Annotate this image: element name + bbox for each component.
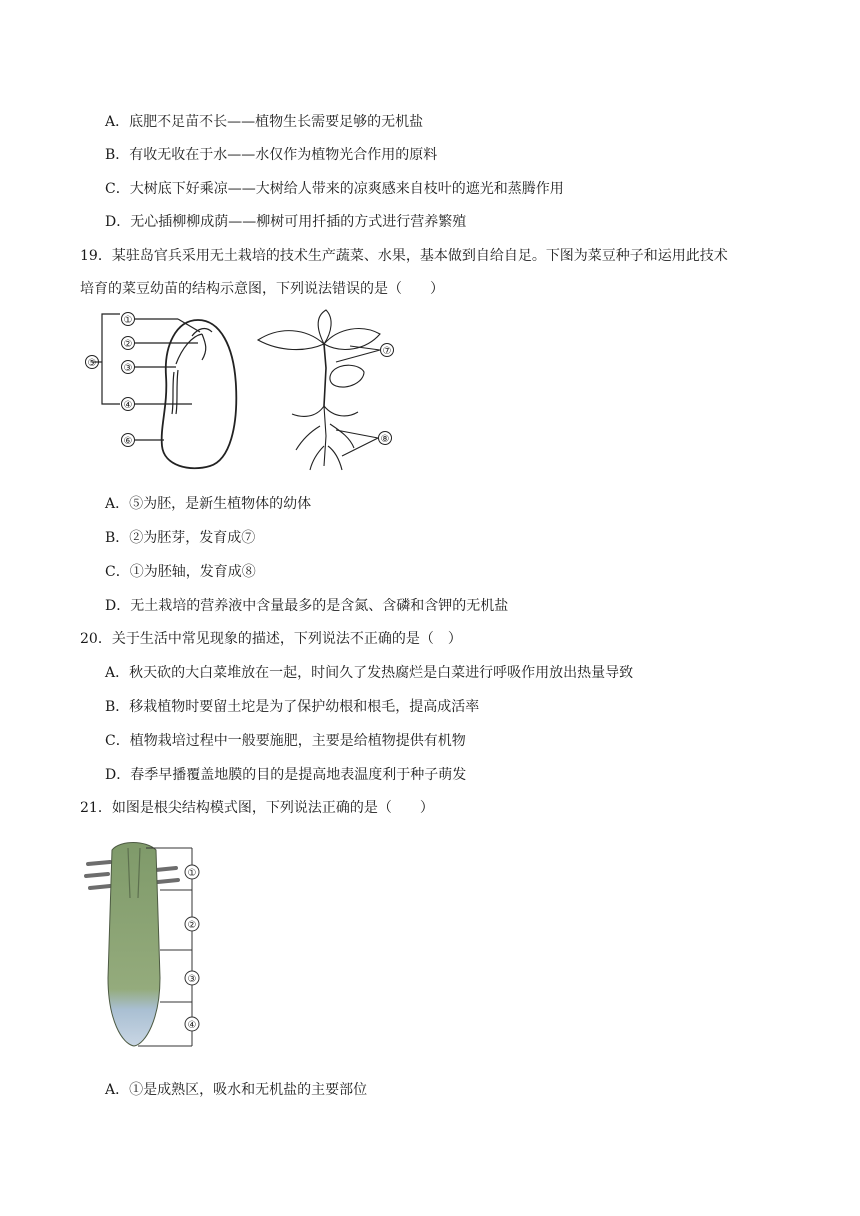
- label-7: ⑦: [382, 346, 392, 357]
- q19-stem-line1: 19．某驻岛官兵采用无土栽培的技术生产蔬菜、水果，基本做到自给自足。下图为菜豆种子和运用此技术: [80, 248, 728, 264]
- root-label-3: ③: [187, 974, 197, 985]
- q20-stem: 20．关于生活中常见现象的描述，下列说法不正确的是（ ）: [80, 631, 462, 647]
- root-label-2: ②: [187, 920, 197, 931]
- q19-stem-line2: 培育的菜豆幼苗的结构示意图，下列说法错误的是（ ）: [80, 281, 444, 297]
- q19-option-b: B．②为胚芽，发育成⑦: [105, 530, 256, 546]
- label-5: ⑤: [87, 358, 97, 369]
- label-1: ①: [123, 315, 133, 326]
- q18-option-c: C．大树底下好乘凉——大树给人带来的凉爽感来自枝叶的遮光和蒸腾作用: [105, 181, 564, 197]
- q18-option-d: D．无心插柳柳成荫——柳树可用扦插的方式进行营养繁殖: [105, 214, 467, 230]
- q20-option-c: C．植物栽培过程中一般要施肥，主要是给植物提供有机物: [105, 733, 466, 749]
- root-tip-figure: [84, 838, 214, 1052]
- root-label-1: ①: [187, 868, 197, 879]
- bean-seed-seedling-figure: [80, 306, 420, 482]
- q20-option-b: B．移栽植物时要留土坨是为了保护幼根和根毛，提高成活率: [105, 699, 480, 715]
- q19-option-a: A．⑤为胚，是新生植物体的幼体: [105, 496, 312, 512]
- q19-option-c: C．①为胚轴，发育成⑧: [105, 564, 256, 580]
- label-2: ②: [123, 339, 133, 350]
- q20-option-d: D．春季早播覆盖地膜的目的是提高地表温度利于种子萌发: [105, 767, 467, 783]
- q21-stem: 21．如图是根尖结构模式图，下列说法正确的是（ ）: [80, 800, 434, 816]
- q20-option-a: A．秋天砍的大白菜堆放在一起，时间久了发热腐烂是白菜进行呼吸作用放出热量导致: [105, 665, 634, 681]
- label-4: ④: [123, 400, 133, 411]
- q19-option-d: D．无土栽培的营养液中含量最多的是含氮、含磷和含钾的无机盐: [105, 598, 509, 614]
- label-6: ⑥: [123, 436, 133, 447]
- q18-option-a: A．底肥不足苗不长——植物生长需要足够的无机盐: [105, 114, 424, 130]
- label-8: ⑧: [380, 434, 390, 445]
- q21-option-a: A．①是成熟区，吸水和无机盐的主要部位: [105, 1082, 368, 1098]
- q18-option-b: B．有收无收在于水——水仅作为植物光合作用的原料: [105, 147, 438, 163]
- root-label-4: ④: [187, 1020, 197, 1031]
- label-3: ③: [123, 363, 133, 374]
